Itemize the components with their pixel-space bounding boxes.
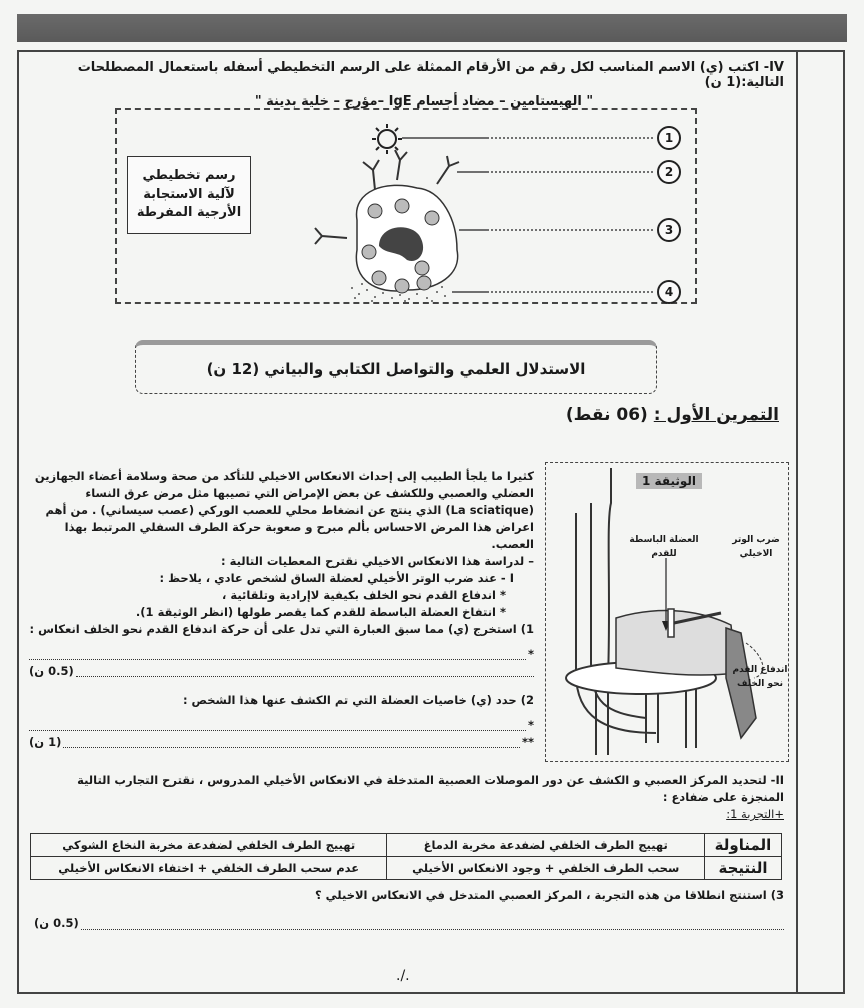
margin-line [796,50,798,994]
label-tendon: ضرب الوتر الاخيلي [732,535,780,560]
label-1: 1 [657,126,681,150]
observation: * انتفاخ العضلة الباسطة للقدم كما يقصر طولها (انظر الوثيقة 1). [135,605,506,619]
question-1: 1) استخرج (ي) مما سبق العبارة التي تدل على أن حركة اندفاع القدم نحو الخلف انعكاس : [29,622,534,636]
part-iv-instruction: IV- اكتب (ي) الاسم المناسب لكل رقم من الأرقام الممثلة على الرسم التخطيطي أسفله باستعمال المصطلحات التالية:(1 ن) [77,60,784,90]
diagram-title: رسم تخطيطي لآلية الاستجابة الأرجية المفرطة [127,156,251,234]
table-cell: عدم سحب الطرف الخلفي + اختفاء الانعكاس الأخيلي [31,857,387,880]
answer-line-2[interactable] [29,717,534,734]
exercise-points: (06 نقط) [565,405,648,425]
intro-line: – لدراسة هذا الانعكاس الاخيلي نقترح المعطيات التالية : [221,554,534,568]
q2-points: (1 ن) [29,735,62,749]
question-2: 2) حدد (ي) خاصيات العضلة التي تم الكشف عنها هذا الشخص : [182,693,534,707]
experiment-label: +التجربة 1: [726,807,784,821]
observation: * اندفاع القدم نحو الخلف بكيفية لاإرادية وتلقائية ، [221,588,506,602]
part-i-intro: I - عند ضرب الوتر الأخيلي لعضلة الساق لشخص عادي ، يلاحظ : [159,571,514,585]
section-banner: الاستدلال العلمي والتواصل الكتابي والبياني (12 ن) [135,340,657,394]
question-3-text: 3) استنتج انطلاقا من هذه التجربة ، المركز العصبي المتدخل في الانعكاس الاخيلي ؟ [315,888,784,902]
header-bar [17,14,847,42]
label-muscle: العضلة الباسطة للقدم [629,535,699,560]
answer-line-2b[interactable] [29,734,534,751]
bullet: * [527,647,534,661]
part-iv-question [64,60,784,109]
leg-reflex-illustration [546,463,788,761]
bullet: * [527,718,534,732]
intro-paragraph [29,468,534,751]
intro-line: اعراض هذا المرض الاحساس بألم مبرح و صعوبة حركة الطرف السفلي المرتبط بهذا العصب. [64,520,534,551]
answer-line-1b[interactable] [29,663,534,680]
table-cell: تهييج الطرف الخلفي لضفدعة مخربة النخاع الشوكي [31,834,387,857]
allergy-diagram [115,108,697,304]
part-iv-terms: " الهيستامين – مضاد أجسام IgE –مؤرج – خلية بدينة " [254,94,594,109]
mast-cell-illustration [117,110,697,304]
label-2: 2 [657,160,681,184]
label-foot: اندفاع القدم نحو الخلف [732,665,788,690]
intro-line: (La sciatique) الذي ينتج عن انضغاط محلي للعصب الوركي (عصب سيساني) . من أهم [45,503,534,517]
row-header: المناولة [705,834,782,857]
bullet: ** [521,735,534,749]
q3-points: (0.5 ن) [34,916,79,930]
question-3 [34,888,784,930]
table-cell: سحب الطرف الخلفي + وجود الانعكاس الأخيلي [387,857,705,880]
table-row [31,857,782,880]
intro-line: العضلي والعصبي وللكشف عن بعض الإمراض التي تصيبها مثل مرض عرق النساء [85,486,534,500]
answer-line-1[interactable] [29,646,534,663]
experiment-table [30,833,782,880]
table-cell: تهييج الطرف الخلفي لضفدعة مخربة الدماغ [387,834,705,857]
part-ii [34,772,784,823]
allergen-icon [372,124,402,154]
table-row [31,834,782,857]
document-1-title: الوثيقة 1 [636,473,702,489]
row-header: النتيجة [705,857,782,880]
label-3: 3 [657,218,681,242]
intro-line: كثيرا ما يلجأ الطبيب إلى إحداث الانعكاس الاخيلي للتأكد من صحة وسلامة أعضاء الجهازين [34,469,534,483]
exercise-label: التمرين الأول : [653,405,779,425]
page-marker: ./. [396,968,410,984]
document-1 [545,462,789,762]
part-ii-intro: II- لتحديد المركز العصبي و الكشف عن دور الموصلات العصبية المتدخلة في الانعكاس الأخيلي المدروس ، نقترح التجارب التالية المنجزة على ضفادع : [77,773,784,804]
answer-line-3[interactable] [34,916,784,930]
q1-points: (0.5 ن) [29,664,74,678]
label-4: 4 [657,280,681,304]
exercise-title [566,405,779,425]
